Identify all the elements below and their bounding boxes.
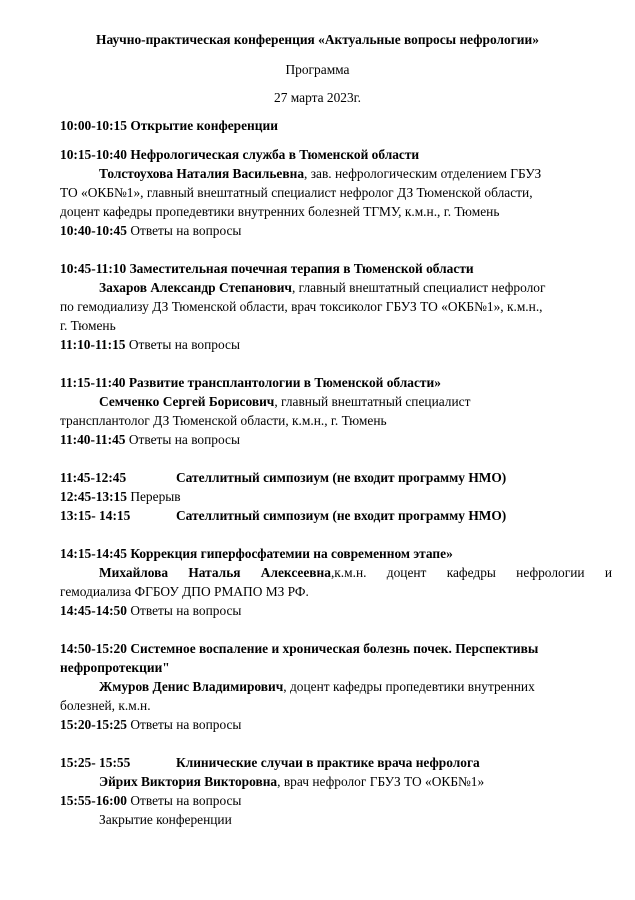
session-1-qa-time: 10:40-10:45 (60, 223, 127, 238)
session-5-qa-label: Ответы на вопросы (130, 603, 242, 618)
conference-date: 27 марта 2023г. (274, 90, 361, 105)
session-3-speaker-line (60, 392, 612, 411)
session-2-heading (60, 259, 612, 278)
session-6-heading (60, 639, 612, 658)
session-7-qa-label: Ответы на вопросы (130, 793, 242, 808)
session-6-qa-time: 15:20-15:25 (60, 717, 127, 732)
session-2-time: 10:45-11:10 (60, 261, 127, 276)
session-3-time: 11:15-11:40 (60, 375, 126, 390)
session-7-desc-1: , врач нефролог ГБУЗ ТО «ОКБ№1» (277, 774, 485, 789)
session-2-qa (60, 335, 612, 354)
session-5 (60, 544, 612, 620)
session-7-title: Клинические случаи в практике врача нефролога (176, 755, 480, 770)
session-2-qa-time: 11:10-11:15 (60, 337, 126, 352)
session-5-title: Коррекция гиперфосфатемии на современном этапе» (130, 546, 453, 561)
symposium-2-time: 13:15- 14:15 (60, 508, 131, 523)
session-2-desc-2: по гемодиализу ДЗ Тюменской области, врач токсиколог ГБУЗ ТО «ОКБ№1», к.м.н., (60, 299, 543, 314)
session-6-speaker-line (60, 677, 612, 696)
session-3-title: Развитие трансплантологии в Тюменской области» (128, 375, 441, 390)
session-3-heading (60, 373, 612, 392)
session-7-qa (60, 791, 612, 810)
session-7-heading (60, 753, 612, 772)
session-6-qa-label: Ответы на вопросы (130, 717, 242, 732)
session-7-speaker: Эйрих Виктория Викторовна (99, 774, 278, 789)
opening-title: Открытие конференции (130, 118, 278, 133)
session-6-desc-1: , доцент кафедры пропедевтики внутренних (283, 679, 535, 694)
session-2-qa-label: Ответы на вопросы (128, 337, 240, 352)
program-subtitle: Программа (285, 62, 350, 77)
session-1-desc-1: , зав. нефрологическим отделением ГБУЗ (304, 166, 542, 181)
session-7-time: 15:25- 15:55 (60, 755, 131, 770)
session-3 (60, 373, 612, 449)
session-3-qa-time: 11:40-11:45 (60, 432, 126, 447)
session-6-title-1: Системное воспаление и хроническая болезнь почек. Перспективы (130, 641, 539, 656)
opening-time: 10:00-10:15 (60, 118, 127, 133)
session-3-qa-label: Ответы на вопросы (128, 432, 240, 447)
session-1 (60, 145, 612, 240)
session-2-desc-3: г. Тюмень (60, 318, 116, 333)
session-1-time: 10:15-10:40 (60, 147, 127, 162)
session-6-qa (60, 715, 612, 734)
session-1-speaker: Толстоухова Наталия Васильевна (99, 166, 305, 181)
break-time: 12:45-13:15 (60, 489, 127, 504)
session-5-speaker: Михайлова Наталья Алексеевна (99, 565, 331, 580)
session-1-desc-3: доцент кафедры пропедевтики внутренних болезней ТГМУ, к.м.н., г. Тюмень (60, 204, 500, 219)
closing-line: Закрытие конференции (99, 812, 232, 827)
session-7-speaker-line (60, 772, 612, 791)
session-5-heading (60, 544, 612, 563)
session-2-desc-1: , главный внештатный специалист нефролог (291, 280, 546, 295)
symposium-2 (60, 506, 612, 525)
break-line (60, 487, 612, 506)
session-3-speaker: Семченко Сергей Борисович (99, 394, 275, 409)
session-6-time: 14:50-15:20 (60, 641, 127, 656)
session-1-speaker-line (60, 164, 612, 183)
session-6 (60, 639, 612, 734)
session-1-qa (60, 221, 612, 240)
opening-line (60, 116, 612, 135)
program-content (60, 116, 612, 829)
session-5-desc-2: гемодиализа ФГБОУ ДПО РМАПО МЗ РФ. (60, 584, 309, 599)
session-2 (60, 259, 612, 354)
session-7 (60, 753, 612, 829)
session-5-qa (60, 601, 612, 620)
session-6-speaker: Жмуров Денис Владимирович (99, 679, 284, 694)
symposium-1-title: Сателлитный симпозиум (не входит программу НМО) (176, 470, 507, 485)
session-3-desc-1: , главный внештатный специалист (274, 394, 471, 409)
symposium-2-title: Сателлитный симпозиум (не входит программу НМО) (176, 508, 507, 523)
session-2-title: Заместительная почечная терапия в Тюменской области (129, 261, 474, 276)
session-5-qa-time: 14:45-14:50 (60, 603, 127, 618)
session-1-desc-2: ТО «ОКБ№1», главный внештатный специалист нефролог ДЗ Тюменской области, (60, 185, 533, 200)
session-4 (60, 468, 612, 525)
session-5-speaker-line (60, 563, 612, 582)
session-1-qa-label: Ответы на вопросы (130, 223, 242, 238)
symposium-1-time: 11:45-12:45 (60, 470, 127, 485)
session-1-heading (60, 145, 612, 164)
session-5-time: 14:15-14:45 (60, 546, 127, 561)
symposium-1 (60, 468, 612, 487)
session-7-qa-time: 15:55-16:00 (60, 793, 127, 808)
session-6-desc-2: болезней, к.м.н. (60, 698, 151, 713)
session-3-qa (60, 430, 612, 449)
conference-title: Научно-практическая конференция «Актуальные вопросы нефрологии» (96, 32, 539, 47)
break-label: Перерыв (130, 489, 181, 504)
session-6-title-2: нефропротекции" (60, 660, 170, 675)
session-2-speaker-line (60, 278, 612, 297)
session-1-title: Нефрологическая служба в Тюменской области (130, 147, 420, 162)
session-3-desc-2: трансплантолог ДЗ Тюменской области, к.м.н., г. Тюмень (60, 413, 387, 428)
session-2-speaker: Захаров Александр Степанович (99, 280, 292, 295)
session-5-desc-1: ,к.м.н. доцент кафедры нефрологии и (330, 565, 612, 580)
